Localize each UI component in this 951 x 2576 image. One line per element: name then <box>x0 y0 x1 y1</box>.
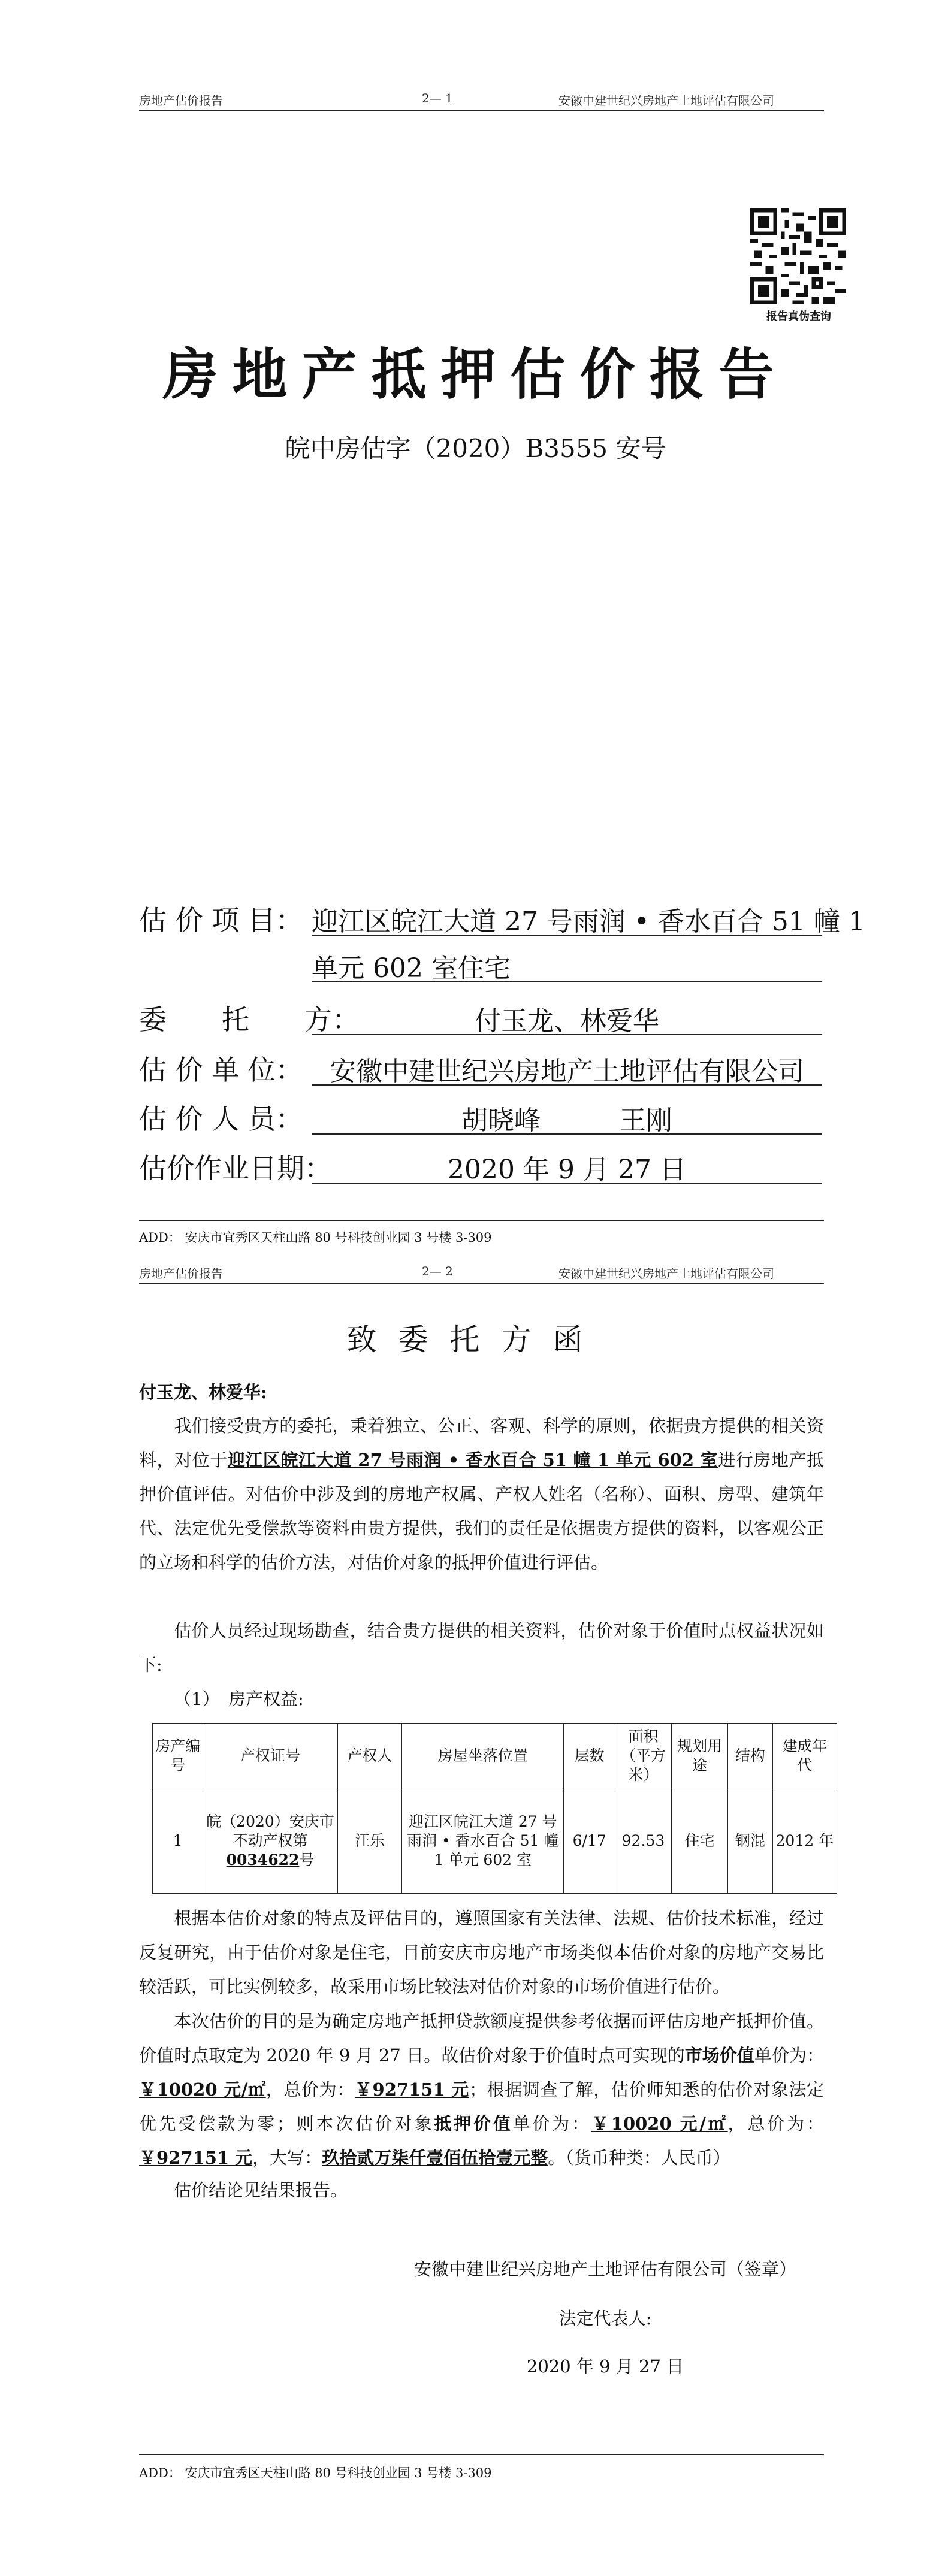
paragraph-2 <box>139 1614 824 1682</box>
p4-text: 。（货币种类：人民币） <box>548 2148 730 2168</box>
cell-owner: 汪乐 <box>337 1788 401 1894</box>
table-row <box>153 1788 837 1894</box>
cell-floors: 6/17 <box>564 1788 615 1894</box>
column-header: 结构 <box>728 1724 772 1788</box>
header-rule <box>139 110 824 111</box>
p4-text: ，总价为： <box>727 2114 824 2134</box>
cert-text: 皖（2020）安庆市不动产权第 <box>206 1812 334 1849</box>
paragraph-3 <box>139 1901 824 2004</box>
qr-code-icon <box>750 208 846 304</box>
footer-rule <box>139 1220 824 1221</box>
p4-market-unit-price: ￥10020 元/㎡ <box>139 2079 266 2100</box>
underline <box>312 1034 822 1035</box>
p4-text: 单价为： <box>754 2045 824 2066</box>
rights-table <box>152 1723 837 1894</box>
p4-text: ；根据调查了解，估价师知悉的估价对象法定优先受偿款为零；则本次估价对象 <box>139 2079 824 2134</box>
p4-mortgage-total-price: ￥927151 元 <box>139 2148 253 2168</box>
header-page-number: 2— 2 <box>422 1264 453 1278</box>
signature-representative: 法定代表人: <box>558 2308 652 2329</box>
info-value-project: 迎江区皖江大道 27 号雨润 • 香水百合 51 幢 1 <box>312 906 865 937</box>
p4-text: 单价为： <box>512 2114 591 2134</box>
underline <box>312 1183 822 1184</box>
info-label-appraisers: 估 价 人 员： <box>139 1103 303 1135</box>
header-company: 安徽中建世纪兴房地产土地评估有限公司 <box>558 93 774 108</box>
column-header: 房屋坐落位置 <box>402 1724 564 1788</box>
p4-text: ，大写： <box>252 2148 322 2168</box>
p4-amount-in-words: 玖拾贰万柒仟壹佰伍拾壹元整 <box>322 2148 548 2168</box>
header-rule <box>139 1283 824 1284</box>
paragraph-5 <box>139 2173 824 2208</box>
p4-market-value-label: 市场价值 <box>684 2045 754 2066</box>
cell-area: 92.53 <box>615 1788 671 1894</box>
column-header: 产权证号 <box>203 1724 337 1788</box>
column-header: 房产编号 <box>153 1724 203 1788</box>
p3-text: 根据本估价对象的特点及评估目的，遵照国家有关法律、法规、估价技术标准，经过反复研究，由于估价对象是住宅，目前安庆市房地产市场类似本估价对象的房地产交易比较活跃，可比实例较多，故采用市场比较法对估价对象的市场价值进行估价。 <box>139 1908 824 1997</box>
p1-property-location: 迎江区皖江大道 27 号雨润 • 香水百合 51 幢 1 单元 602 室 <box>227 1450 718 1470</box>
underline <box>312 981 822 982</box>
p4-mortgage-value-label: 抵押价值 <box>434 2114 513 2134</box>
column-header: 规划用途 <box>672 1724 728 1788</box>
cert-suffix: 号 <box>299 1851 315 1868</box>
p1-text-c: 进行房地产抵押价值评估。对估价中涉及到的房地产权属、产权人姓名（名称）、面积、房型、建筑年代、法定优先受偿款等资料由贵方提供，我们的责任是依据贵方提供的资料，以客观公正的立场和科学的估价方法，对估价对象的抵押价值进行评估。 <box>139 1450 824 1573</box>
cell-location: 迎江区皖江大道 27 号雨润 • 香水百合 51 幢 1 单元 602 室 <box>402 1788 564 1894</box>
header-page-number: 2— 1 <box>422 91 453 105</box>
header-report-type: 房地产估价报告 <box>139 1266 223 1281</box>
table-header-row <box>153 1724 837 1788</box>
column-header: 面积（平方米） <box>615 1724 671 1788</box>
info-label-project: 估 价 项 目： <box>139 904 303 936</box>
cell-year: 2012 年 <box>772 1788 837 1894</box>
paragraph-4 <box>139 2004 824 2175</box>
info-value-client: 付玉龙、林爱华 <box>475 1006 659 1036</box>
signature-company: 安徽中建世纪兴房地产土地评估有限公司（签章） <box>413 2259 796 2279</box>
p2-text: 估价人员经过现场勘查，结合贵方提供的相关资料，估价对象于价值时点权益状况如下: <box>139 1620 824 1675</box>
footer-address: ADD： 安庆市宜秀区天柱山路 80 号科技创业园 3 号楼 3-309 <box>139 1230 492 1245</box>
info-value-unit: 安徽中建世纪兴房地产土地评估有限公司 <box>330 1056 804 1087</box>
header-report-type: 房地产估价报告 <box>139 93 223 108</box>
column-header: 建成年代 <box>772 1724 837 1788</box>
cell-certificate <box>203 1788 337 1894</box>
p4-text: ，总价为： <box>265 2079 355 2100</box>
info-label-unit: 估 价 单 位： <box>139 1054 303 1086</box>
underline <box>312 935 822 936</box>
report-title: 房地产抵押估价报告 <box>162 342 789 407</box>
p4-mortgage-unit-price: ￥10020 元/㎡ <box>591 2114 728 2134</box>
info-label-date: 估价作业日期： <box>139 1152 332 1184</box>
info-value-project-line2: 单元 602 室住宅 <box>312 953 511 984</box>
underline <box>312 1133 822 1135</box>
column-header: 产权人 <box>337 1724 401 1788</box>
p1-text-a: 我们接受贵方的委托，秉着独立、公正、客观、科学的原则，依据贵方提供的相关资料，对位于 <box>139 1416 824 1470</box>
signature-date: 2020 年 9 月 27 日 <box>526 2356 684 2377</box>
paragraph-1 <box>139 1409 824 1580</box>
column-header: 层数 <box>564 1724 615 1788</box>
qr-label: 报告真伪查询 <box>766 310 831 323</box>
cert-number: 0034622 <box>226 1851 300 1868</box>
p4-text: 本次估价的目的是为确定房地产抵押贷款额度提供参考依据而评估房地产抵押价值。价值时点取定为 2020 年 9 月 27 日。故估价对象于价值时点可实现的 <box>139 2011 824 2066</box>
p4-market-total-price: ￥927151 元 <box>354 2079 469 2100</box>
letter-title: 致委托方函 <box>346 1322 605 1357</box>
rights-title: （1） 房产权益: <box>174 1689 304 1709</box>
cell-number: 1 <box>153 1788 203 1894</box>
document-number: 皖中房估字（2020）B3555 安号 <box>285 434 666 463</box>
cell-structure: 钢混 <box>728 1788 772 1894</box>
cell-use: 住宅 <box>672 1788 728 1894</box>
p5-text: 估价结论见结果报告。 <box>174 2180 348 2200</box>
header-company: 安徽中建世纪兴房地产土地评估有限公司 <box>558 1266 774 1281</box>
info-value-date: 2020 年 9 月 27 日 <box>448 1154 686 1185</box>
footer-address: ADD： 安庆市宜秀区天柱山路 80 号科技创业园 3 号楼 3-309 <box>139 2466 492 2480</box>
underline <box>312 1084 822 1086</box>
info-label-client: 委 托 方： <box>139 1003 360 1036</box>
footer-rule <box>139 2454 824 2455</box>
info-value-appraisers: 胡晓峰 王刚 <box>461 1105 672 1136</box>
salutation: 付玉龙、林爱华: <box>139 1382 267 1402</box>
